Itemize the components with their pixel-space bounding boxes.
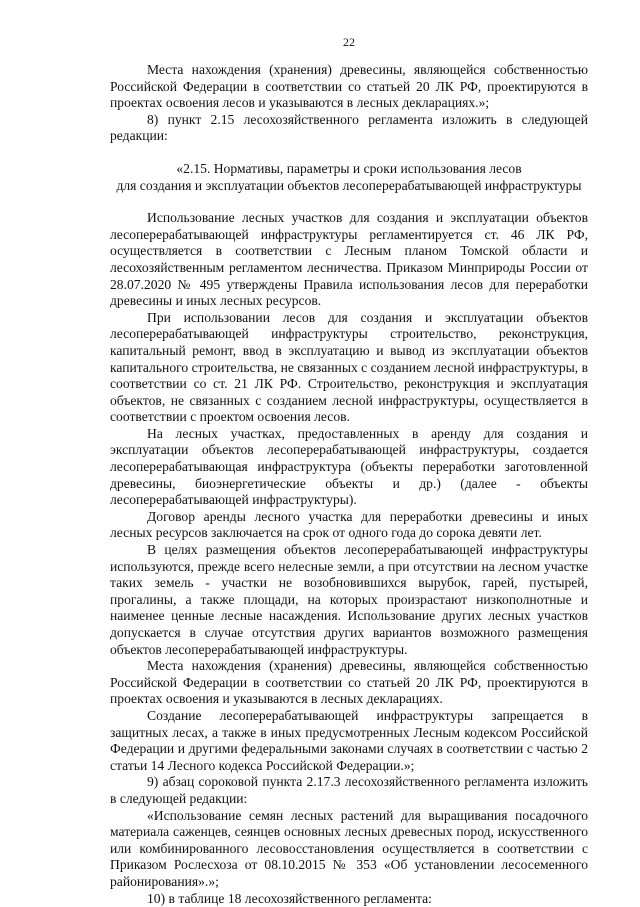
section-heading-line-2: для создания и эксплуатации объектов лесоперерабатывающей инфраструктуры <box>110 178 588 195</box>
paragraph-item-8: 8) пункт 2.15 лесохозяйственного регламента изложить в следующей редакции: <box>110 112 588 145</box>
paragraph-lease-infrastructure: На лесных участках, предоставленных в аренду для создания и эксплуатации объектов лесоперерабатывающей инфраструктуры, создается лесоперерабатывающая инфраструктура (объекты переработки заготовленной древесины, биоэнергетические объекты и др.) (далее - объекты лесоперерабатывающей инфраструктуры). <box>110 426 588 509</box>
paragraph-storage-locations-2: Места нахождения (хранения) древесины, являющейся собственностью Российской Федерации в соответствии со статьей 20 ЛК РФ, проектируются в проектах освоения и указываются в лесных декларациях. <box>110 658 588 708</box>
paragraph-item-10: 10) в таблице 18 лесохозяйственного регламента: <box>110 891 588 907</box>
page-number: 22 <box>110 34 588 50</box>
section-heading-line-1: «2.15. Нормативы, параметры и сроки использования лесов <box>110 161 588 178</box>
paragraph-prohibition: Создание лесоперерабатывающей инфраструктуры запрещается в защитных лесах, а также в иных предусмотренных Лесным кодексом Российской Федерации и другими федеральными законами случаях в соответствии с частью 2 статьи 14 Лесного кодекса Российской Федерации.»; <box>110 708 588 774</box>
paragraph-placement: В целях размещения объектов лесоперерабатывающей инфраструктуры используются, прежде всего нелесные земли, а при отсутствии на лесном участке таких земель - участки не возобновившихся вырубок, гарей, пустырей, прогалины, а также площади, на которых произрастают низкополнотные и наименее ценные лесные насаждения. Использование других лесных участков допускается в случае отсутствия других вариантов возможного размещения объектов лесоперерабатывающей инфраструктуры. <box>110 542 588 658</box>
paragraph-regulation: Использование лесных участков для создания и эксплуатации объектов лесоперерабатывающей инфраструктуры регламентируется ст. 46 ЛК РФ, осуществляется в соответствии с Лесным планом Томской области и лесохозяйственным регламентом лесничества. Приказом Минприроды России от 28.07.2020 № 495 утверждены Правила использования лесов для переработки древесины и иных лесных ресурсов. <box>110 210 588 310</box>
paragraph-item-9: 9) абзац сороковой пункта 2.17.3 лесохозяйственного регламента изложить в следующей редакции: <box>110 774 588 807</box>
paragraph-seeds: «Использование семян лесных растений для выращивания посадочного материала саженцев, сеянцев основных лесных древесных пород, искусственного или комбинированного лесовосстановления осуществляется в соответствии с Приказом Рослесхоза от 08.10.2015 № 353 «Об установлении лесосеменного районирования».»; <box>110 808 588 891</box>
paragraph-lease-term: Договор аренды лесного участка для переработки древесины и иных лесных ресурсов заключается на срок от одного года до сорока девяти лет. <box>110 509 588 542</box>
paragraph-construction: При использовании лесов для создания и эксплуатации объектов лесоперерабатывающей инфраструктуры строительство, реконструкция, капитальный ремонт, ввод в эксплуатацию и вывод из эксплуатации объектов капитального строительства, не связанных с созданием лесной инфраструктуры, в соответствии со ст. 21 ЛК РФ. Строительство, реконструкция и эксплуатация объектов, не связанных с созданием лесной инфраструктуры, осуществляется в соответствии с проектом освоения лесов. <box>110 310 588 426</box>
paragraph-storage-locations: Места нахождения (хранения) древесины, являющейся собственностью Российской Федерации в соответствии со статьей 20 ЛК РФ, проектируются в проектах освоения лесов и указываются в лесных декларациях.»; <box>110 62 588 112</box>
section-heading <box>110 161 588 194</box>
